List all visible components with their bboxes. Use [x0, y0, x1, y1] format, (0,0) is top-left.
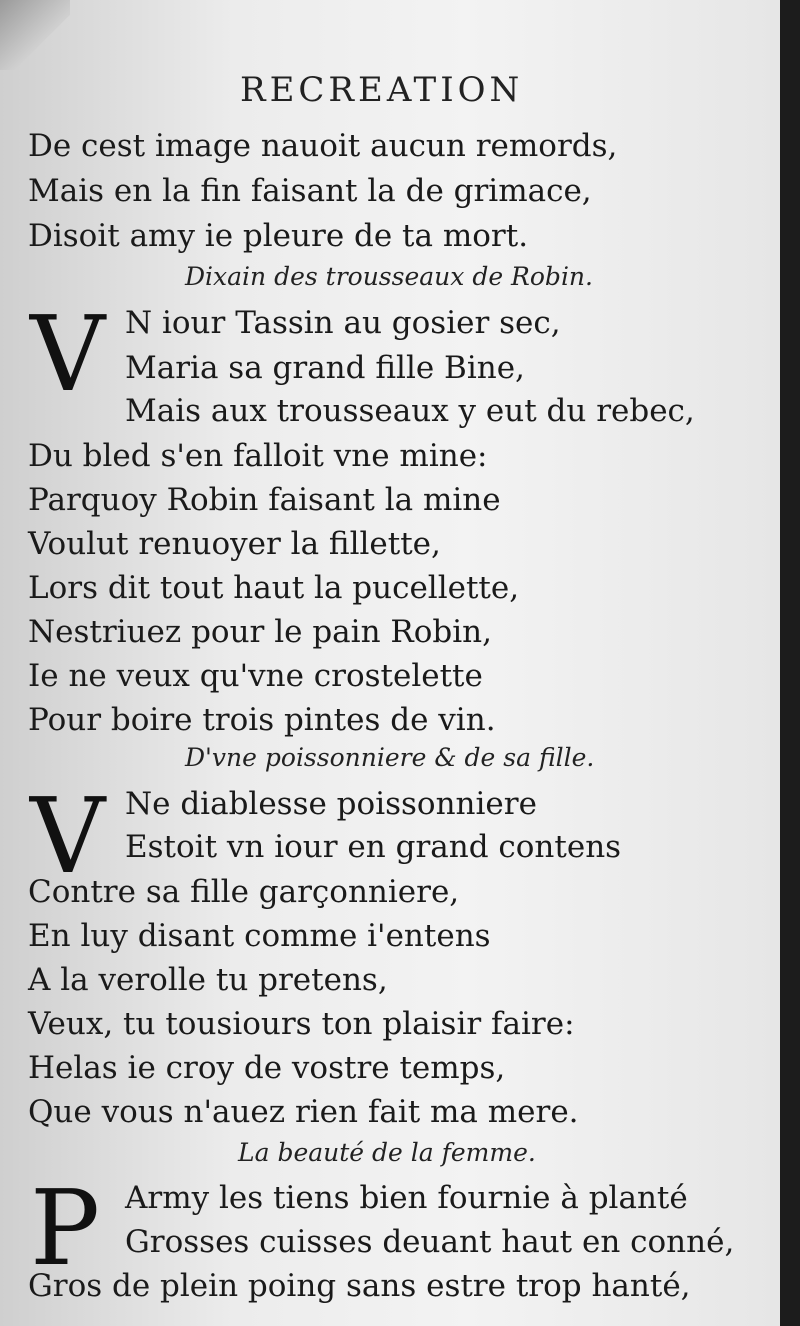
- verse-line: Estoit vn iour en grand contens: [125, 829, 622, 865]
- verse-line: Que vous n'auez rien fait ma mere.: [28, 1094, 579, 1130]
- running-header: RECREATION: [240, 70, 524, 110]
- verse-line: Ie ne veux qu'vne crostelette: [28, 658, 483, 694]
- verse-line: Pour boire trois pintes de vin.: [28, 702, 496, 738]
- verse-line: En luy disant comme i'entens: [28, 918, 491, 954]
- verse-line: Nestriuez pour le pain Robin,: [28, 614, 492, 650]
- verse-line: A la verolle tu pretens,: [28, 962, 388, 998]
- verse-line: Parquoy Robin faisant la mine: [28, 482, 501, 518]
- verse-line: Mais aux trousseaux y eut du rebec,: [125, 393, 695, 429]
- verse-line: Gros de plein poing sans estre trop hanté,: [28, 1268, 691, 1304]
- verse-line: Mais en la fin faisant la de grimace,: [28, 173, 592, 209]
- verse-line: Grosses cuisses deuant haut en conné,: [125, 1224, 735, 1260]
- verse-line: Maria sa grand fille Bine,: [125, 350, 525, 386]
- poem-title: D'vne poissonniere & de sa fille.: [185, 743, 595, 772]
- verse-line: N iour Tassin au gosier sec,: [125, 305, 561, 341]
- drop-cap: P: [30, 1167, 100, 1289]
- verse-line: Disoit amy ie pleure de ta mort.: [28, 218, 529, 254]
- verse-line: Veux, tu tousiours ton plaisir faire:: [28, 1006, 575, 1042]
- verse-line: Ne diablesse poissonniere: [125, 786, 537, 822]
- poem-title: Dixain des trousseaux de Robin.: [185, 262, 593, 291]
- verse-line: De cest image nauoit aucun remords,: [28, 128, 618, 164]
- verse-line: Contre sa fille garçonniere,: [28, 874, 460, 910]
- poem-title: La beauté de la femme.: [238, 1138, 536, 1167]
- drop-cap: V: [30, 293, 106, 415]
- verse-line: Army les tiens bien fournie à planté: [125, 1180, 688, 1216]
- page-edge-shadow: [780, 0, 800, 1326]
- drop-cap: V: [30, 775, 106, 897]
- verse-line: Lors dit tout haut la pucellette,: [28, 570, 520, 606]
- verse-line: Du bled s'en falloit vne mine:: [28, 438, 488, 474]
- verse-line: Helas ie croy de vostre temps,: [28, 1050, 506, 1086]
- verse-line: Voulut renuoyer la fillette,: [28, 526, 441, 562]
